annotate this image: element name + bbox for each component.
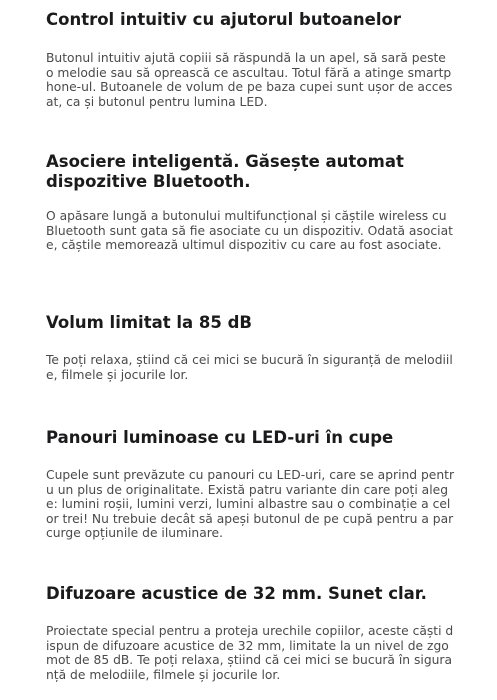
feature-section-speakers — [46, 584, 456, 682]
feature-heading: Panouri luminoase cu LED-uri în cupe — [46, 428, 394, 447]
feature-section-buttons — [46, 10, 456, 109]
feature-section-pairing — [46, 152, 456, 253]
feature-description: Te poți relaxa, știind că cei mici se bucură în siguranță de melodiile, filmele și jocurile lor. — [46, 353, 453, 382]
feature-heading: Control intuitiv cu ajutorul butoanelor — [46, 10, 401, 29]
feature-heading: Difuzoare acustice de 32 mm. Sunet clar. — [46, 584, 427, 603]
feature-description: O apăsare lungă a butonului multifuncțional și căștile wireless cu Bluetooth sunt gata să fie asociate cu un dispozitiv. Odată asociate, căștile memorează ultimul dispozitiv cu care au fost asociate. — [46, 209, 453, 253]
feature-description: Proiectate special pentru a proteja urechile copiilor, aceste căști dispun de difuzoare acustice de 32 mm, limitate la un nivel de zgomot de 85 dB. Te poți relaxa, știind că cei mici se bucură în siguranță de melodiile, filmele și jocurile lor. — [46, 624, 454, 682]
feature-description: Butonul intuitiv ajută copiii să răspundă la un apel, să sară peste o melodie sau să oprească ce ascultau. Totul fără a atinge smartphone-ul. Butoanele de volum de pe baza cupei sunt ușor de accesat, ca și butonul pentru lumina LED. — [46, 51, 453, 109]
feature-section-volume — [46, 313, 456, 382]
feature-heading: Volum limitat la 85 dB — [46, 313, 252, 332]
feature-heading: Asociere inteligentă. Găsește automat dispozitive Bluetooth. — [46, 152, 404, 191]
feature-section-led — [46, 428, 456, 541]
feature-description: Cupele sunt prevăzute cu panouri cu LED-uri, care se aprind pentru un plus de originalitate. Există patru variante din care poți alege: lumini roșii, lumini verzi, lumini albastre sau o combinație a celor trei! Nu trebuie decât să apeși butonul de pe cupă pentru a parcurge opțiunile de iluminare. — [46, 468, 455, 541]
